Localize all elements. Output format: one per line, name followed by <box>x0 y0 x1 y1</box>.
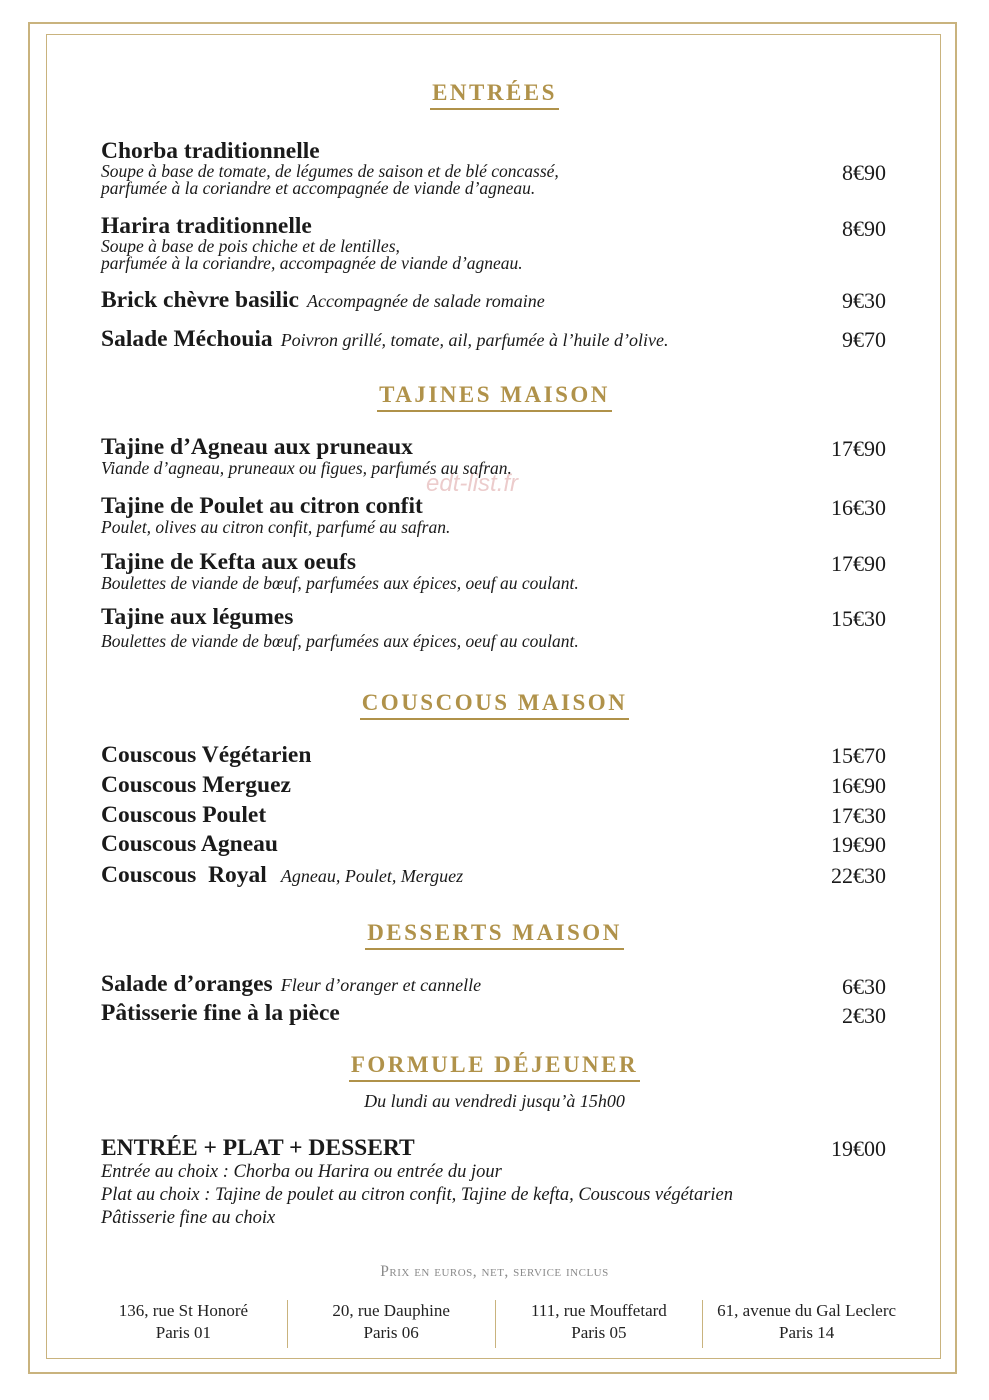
formule-subtitle: Du lundi au vendredi jusqu’à 15h00 <box>364 1091 625 1111</box>
menu-item <box>101 288 886 313</box>
item-price: 15€70 <box>831 743 886 768</box>
item-name: Tajine de Kefta aux oeufs <box>101 549 357 575</box>
menu-item <box>101 773 886 797</box>
item-description: Soupe à base de tomate, de légumes de saison et de blé concassé, <box>101 161 559 181</box>
menu-item <box>101 214 886 272</box>
address <box>288 1300 496 1348</box>
item-name: Harira traditionnelle <box>101 213 312 239</box>
item-price: 19€90 <box>831 832 886 857</box>
menu-item <box>101 803 886 827</box>
menu-item <box>101 1000 886 1028</box>
address <box>80 1300 288 1348</box>
item-description: Soupe à base de pois chiche et de lentilles, <box>101 236 400 256</box>
item-name: Couscous Poulet <box>101 802 267 828</box>
item-name: Pâtisserie fine à la pièce <box>101 1000 340 1026</box>
item-description: parfumée à la coriandre et accompagnée de viande d’agneau. <box>101 178 536 198</box>
item-name: Brick chèvre basilic Accompagnée de salade romaine <box>101 287 545 313</box>
item-price: 17€90 <box>831 436 886 461</box>
item-price: 16€30 <box>831 495 886 520</box>
address <box>496 1300 704 1348</box>
item-price: 9€30 <box>842 288 886 313</box>
section-title-formule: FORMULE DÉJEUNER <box>0 1052 989 1082</box>
menu-item <box>101 139 886 197</box>
address-street: 136, rue St Honoré <box>118 1301 249 1320</box>
item-description: parfumée à la coriandre, accompagnée de viande d’agneau. <box>101 253 523 273</box>
item-description: Accompagnée de salade romaine <box>306 291 545 311</box>
item-name: Salade d’oranges Fleur d’oranger et cannelle <box>101 971 482 997</box>
item-name: Couscous Végétarien <box>101 742 312 768</box>
address-city: Paris 01 <box>155 1323 211 1342</box>
item-price: 16€90 <box>831 773 886 798</box>
item-price: 17€30 <box>831 803 886 828</box>
item-name: Couscous Agneau <box>101 831 278 857</box>
formule-line: Entrée au choix : Chorba ou Harira ou entrée du jour <box>101 1162 502 1182</box>
item-price: 22€30 <box>831 863 886 888</box>
formule-line: Plat au choix : Tajine de poulet au citron confit, Tajine de kefta, Couscous végétarien <box>101 1185 733 1205</box>
item-price: 6€30 <box>842 974 886 999</box>
section-title-entrees: ENTRÉES <box>0 80 989 110</box>
address-street: 111, rue Mouffetard <box>530 1301 667 1320</box>
addresses <box>80 1300 910 1348</box>
price-note: Prix en euros, net, service inclus <box>380 1263 609 1280</box>
formule-name: ENTRÉE + PLAT + DESSERT <box>101 1135 415 1161</box>
menu-item <box>101 494 886 536</box>
formule-line: Pâtisserie fine au choix <box>101 1208 276 1228</box>
item-price: 15€30 <box>831 606 886 631</box>
item-description: Viande d’agneau, pruneaux ou figues, parfumés au safran. <box>101 458 512 478</box>
item-name: Couscous Merguez <box>101 772 291 798</box>
item-description: Boulettes de viande de bœuf, parfumées aux épices, oeuf au coulant. <box>101 573 579 593</box>
item-price: 17€90 <box>831 551 886 576</box>
section-title-tajines: TAJINES MAISON <box>0 382 989 412</box>
item-price: 2€30 <box>842 1003 886 1028</box>
formule-item <box>101 1136 886 1230</box>
item-name: Salade Méchouia Poivron grillé, tomate, ail, parfumée à l’huile d’olive. <box>101 326 669 352</box>
menu-item <box>101 327 886 352</box>
section-title-desserts: DESSERTS MAISON <box>0 920 989 950</box>
address <box>703 1300 910 1348</box>
item-name: Tajine de Poulet au citron confit <box>101 493 423 519</box>
item-description: Fleur d’oranger et cannelle <box>280 975 482 995</box>
menu-item <box>101 743 886 767</box>
formule-price: 19€00 <box>831 1136 886 1161</box>
item-price: 9€70 <box>842 327 886 352</box>
item-name: Couscous Royal Agneau, Poulet, Merguez <box>101 862 464 888</box>
section-title-couscous: COUSCOUS MAISON <box>0 690 989 720</box>
watermark: edt-list.fr <box>426 470 519 497</box>
menu-item <box>101 863 886 888</box>
item-description: Boulettes de viande de bœuf, parfumées aux épices, oeuf au coulant. <box>101 631 579 651</box>
item-price: 8€90 <box>842 216 886 241</box>
item-name: Tajine d’Agneau aux pruneaux <box>101 434 413 460</box>
address-street: 61, avenue du Gal Leclerc <box>717 1301 897 1320</box>
menu-item <box>101 832 886 856</box>
item-description: Poulet, olives au citron confit, parfumé au safran. <box>101 517 451 537</box>
item-description: Agneau, Poulet, Merguez <box>280 866 464 886</box>
item-name: Chorba traditionnelle <box>101 138 320 164</box>
address-street: 20, rue Dauphine <box>332 1301 450 1320</box>
address-city: Paris 14 <box>779 1323 835 1342</box>
item-price: 8€90 <box>842 160 886 185</box>
item-name: Tajine aux légumes <box>101 604 294 630</box>
menu-item <box>101 972 886 997</box>
item-description: Poivron grillé, tomate, ail, parfumée à l’huile d’olive. <box>280 330 669 350</box>
address-city: Paris 06 <box>363 1323 419 1342</box>
menu-item <box>101 550 886 592</box>
address-city: Paris 05 <box>571 1323 627 1342</box>
menu-item <box>101 605 886 650</box>
